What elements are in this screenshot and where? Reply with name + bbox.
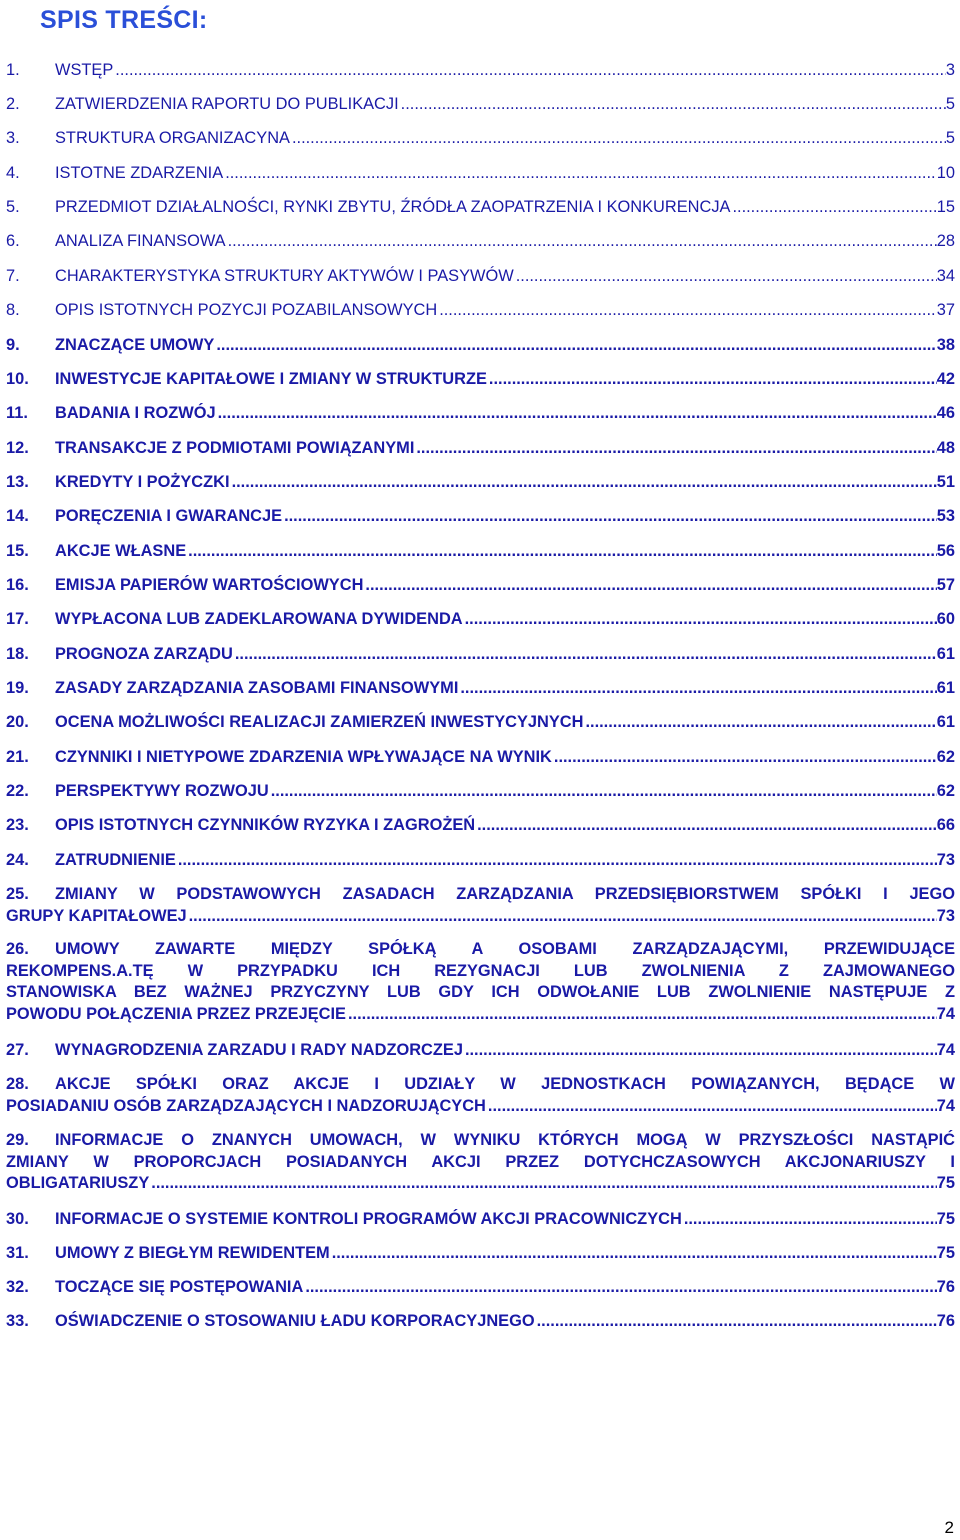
toc-entry[interactable] <box>6 472 955 494</box>
page-number: 2 <box>944 1518 954 1537</box>
toc-entry-page: 75 <box>936 1174 955 1192</box>
toc-entry-number: 20. <box>6 713 29 731</box>
toc-entry[interactable] <box>6 94 955 116</box>
toc-entry-label: PORĘCZENIA I GWARANCJE <box>55 507 283 525</box>
toc-entry[interactable] <box>6 369 955 391</box>
toc-entry-page: 73 <box>936 906 955 925</box>
toc-leader-dots <box>488 1096 937 1118</box>
toc-entry-number: 11. <box>6 404 28 422</box>
toc-entry-page: 62 <box>936 782 955 800</box>
toc-leader-dots <box>489 369 937 391</box>
toc-leader-dots <box>188 541 937 563</box>
toc-entry[interactable] <box>6 335 955 357</box>
toc-entry-page: 73 <box>936 851 955 869</box>
toc-leader-dots <box>235 644 937 666</box>
toc-entry-number: 15. <box>6 542 29 560</box>
toc-leader-dots <box>416 438 936 460</box>
toc-leader-dots <box>292 128 946 150</box>
toc-entry[interactable] <box>6 850 955 872</box>
toc-entry-label: INWESTYCJE KAPITAŁOWE I ZMIANY W STRUKTURZE <box>55 370 487 388</box>
toc-entry[interactable] <box>6 506 955 528</box>
toc-entry-number: 28. <box>6 1075 29 1093</box>
toc-entry-number: 4. <box>6 164 20 182</box>
toc-entry-label: WYNAGRODZENIA ZARZADU I RADY NADZORCZEJ <box>55 1041 463 1059</box>
toc-entry-page: 75 <box>936 1210 955 1228</box>
toc-entry-number: 33. <box>6 1312 29 1330</box>
toc-entry-number: 8. <box>6 301 20 319</box>
toc-entry-label-line: STANOWISKA BEZ WAŻNEJ PRZYCZYNY LUB GDY ICH ODWOŁANIE LUB ZWOLNIENIE NASTĘPUJE Z <box>6 983 955 1001</box>
toc-leader-dots <box>516 266 937 288</box>
toc-entry-number: 32. <box>6 1278 29 1296</box>
toc-entry-label: ZATWIERDZENIA RAPORTU DO PUBLIKACJI <box>55 95 399 113</box>
toc-entry-page: 34 <box>936 267 955 285</box>
toc-entry[interactable] <box>6 815 955 837</box>
toc-entry-number: 29. <box>6 1131 29 1149</box>
toc-leader-dots <box>477 815 937 837</box>
toc-entry[interactable] <box>6 1209 955 1231</box>
toc-entry-page: 66 <box>936 816 955 834</box>
toc-entry[interactable] <box>6 403 955 425</box>
toc-entry-page: 74 <box>936 1096 955 1115</box>
toc-entry-number: 23. <box>6 816 29 834</box>
toc-leader-dots <box>537 1311 937 1333</box>
toc-leader-dots <box>332 1243 937 1265</box>
toc-leader-dots <box>225 163 937 185</box>
toc-entry-label: INFORMACJE O SYSTEMIE KONTROLI PROGRAMÓW AKCJI PRACOWNICZYCH <box>55 1210 682 1228</box>
toc-entry-label-line: INFORMACJE O ZNANYCH UMOWACH, W WYNIKU KTÓRYCH MOGĄ W PRZYSZŁOŚCI NASTĄPIĆ <box>55 1131 955 1149</box>
toc-entry-number: 13. <box>6 473 29 491</box>
toc-entry[interactable] <box>6 197 955 219</box>
toc-entry-label: CZYNNIKI I NIETYPOWE ZDARZENIA WPŁYWAJĄCE NA WYNIK <box>55 748 552 766</box>
toc-entry-page: 61 <box>936 713 955 731</box>
toc-entry-label: OCENA MOŻLIWOŚCI REALIZACJI ZAMIERZEŃ INWESTYCYJNYCH <box>55 713 584 731</box>
toc-entry-label: AKCJE WŁASNE <box>55 542 187 560</box>
toc-leader-dots <box>228 231 937 253</box>
toc-entry-label: ZNACZĄCE UMOWY <box>55 336 215 354</box>
toc-entry-number: 26. <box>6 940 29 958</box>
toc-leader-dots <box>732 197 936 219</box>
toc-leader-dots <box>465 1040 937 1062</box>
toc-entry[interactable] <box>6 266 955 288</box>
toc-entry-page: 51 <box>936 473 955 491</box>
toc-leader-dots <box>284 506 937 528</box>
toc-leader-dots <box>554 747 937 769</box>
toc-entry-number: 30. <box>6 1210 29 1228</box>
toc-entry-number: 2. <box>6 95 20 113</box>
toc-entry-number: 6. <box>6 232 20 250</box>
toc-entry-page: 56 <box>936 542 955 560</box>
toc-entry[interactable] <box>6 575 955 597</box>
toc-entry[interactable] <box>6 678 955 700</box>
toc-entry-label-line: ZMIANY W PODSTAWOWYCH ZASADACH ZARZĄDZANIA PRZEDSIĘBIORSTWEM SPÓŁKI I JEGO <box>55 885 955 903</box>
toc-entry[interactable] <box>6 300 955 322</box>
toc-entry-label-line: ZMIANY W PROPORCJACH POSIADANYCH AKCJI PRZEZ DOTYCHCZASOWYCH AKCJONARIUSZY I <box>6 1152 955 1171</box>
toc-entry[interactable] <box>6 1040 955 1062</box>
toc-entry-page: 42 <box>936 370 955 388</box>
toc-entry-label: ISTOTNE ZDARZENIA <box>55 164 224 182</box>
toc-entry[interactable] <box>6 712 955 734</box>
toc-entry-page: 53 <box>936 507 955 525</box>
toc-leader-dots <box>460 678 936 700</box>
toc-leader-dots <box>401 94 946 116</box>
toc-entry-label: WSTĘP <box>55 61 114 79</box>
toc-entry-number: 14. <box>6 507 29 525</box>
toc-entry[interactable] <box>6 747 955 769</box>
toc-entry-page: 28 <box>936 232 955 250</box>
toc-entry[interactable] <box>6 1074 955 1117</box>
toc-entry-page: 5 <box>945 129 955 147</box>
toc-entry-number: 5. <box>6 198 20 216</box>
toc-entry-number: 12. <box>6 439 29 457</box>
toc-entry[interactable] <box>6 781 955 803</box>
toc-entry-label: BADANIA I ROZWÓJ <box>55 404 216 422</box>
toc-entry-number: 25. <box>6 885 29 903</box>
toc-entry[interactable] <box>6 609 955 631</box>
toc-entry[interactable] <box>6 1277 955 1299</box>
toc-entry-page: 74 <box>936 1004 955 1023</box>
toc-entry-page: 61 <box>936 679 955 697</box>
toc-entry-label: TRANSAKCJE Z PODMIOTAMI POWIĄZANYMI <box>55 439 415 457</box>
toc-entry[interactable] <box>6 1311 955 1333</box>
toc-entry-number: 31. <box>6 1244 29 1262</box>
toc-entry[interactable] <box>6 60 955 82</box>
toc-leader-dots <box>439 300 937 322</box>
toc-entry-label: ANALIZA FINANSOWA <box>55 232 226 250</box>
toc-entry-number: 18. <box>6 645 29 663</box>
toc-entry-number: 27. <box>6 1041 29 1059</box>
toc-entry-label: WYPŁACONA LUB ZADEKLAROWANA DYWIDENDA <box>55 610 463 628</box>
toc-leader-dots <box>151 1173 937 1195</box>
toc-entry-label: OŚWIADCZENIE O STOSOWANIU ŁADU KORPORACYJNEGO <box>55 1312 535 1330</box>
toc-entry-number: 1. <box>6 61 20 79</box>
toc-entry-label: PRZEDMIOT DZIAŁALNOŚCI, RYNKI ZBYTU, ŹRÓDŁA ZAOPATRZENIA I KONKURENCJA <box>55 198 731 216</box>
toc-entry[interactable] <box>6 884 955 927</box>
toc-entry-number: 3. <box>6 129 20 147</box>
toc-entry-label: ZATRUDNIENIE <box>55 851 176 869</box>
toc-entry-label: EMISJA PAPIERÓW WARTOŚCIOWYCH <box>55 576 364 594</box>
toc-entry-label-line: GRUPY KAPITAŁOWEJ <box>6 906 187 925</box>
toc-leader-dots <box>348 1004 937 1026</box>
toc-entry-page: 62 <box>936 748 955 766</box>
toc-entry-label: PROGNOZA ZARZĄDU <box>55 645 233 663</box>
toc-leader-dots <box>178 850 937 872</box>
toc-entry-number: 16. <box>6 576 29 594</box>
toc-leader-dots <box>271 781 937 803</box>
toc-leader-dots <box>189 906 937 928</box>
toc-entry[interactable] <box>6 1130 955 1195</box>
toc-entry-label: OPIS ISTOTNYCH POZYCJI POZABILANSOWYCH <box>55 301 438 319</box>
toc-entry-page: 74 <box>936 1041 955 1059</box>
toc-entry-page: 76 <box>936 1278 955 1296</box>
toc-entry[interactable] <box>6 1243 955 1265</box>
toc-entry[interactable] <box>6 128 955 150</box>
toc-entry-page: 10 <box>936 164 955 182</box>
toc-leader-dots <box>365 575 936 597</box>
toc-entry[interactable] <box>6 163 955 185</box>
toc-entry-page: 5 <box>945 95 955 113</box>
toc-entry[interactable] <box>6 939 955 1025</box>
toc-entry-label: OPIS ISTOTNYCH CZYNNIKÓW RYZYKA I ZAGROŻEŃ <box>55 816 476 834</box>
toc-entry-label: TOCZĄCE SIĘ POSTĘPOWANIA <box>55 1278 304 1296</box>
toc-leader-dots <box>684 1209 937 1231</box>
toc-entry[interactable] <box>6 231 955 253</box>
toc-entry-page: 48 <box>936 439 955 457</box>
toc-entry-page: 61 <box>936 645 955 663</box>
toc-entry-page: 38 <box>936 336 955 354</box>
toc-leader-dots <box>115 60 946 82</box>
toc-entry-number: 21. <box>6 748 29 766</box>
toc-entry[interactable] <box>6 644 955 666</box>
toc-entry-page: 15 <box>936 198 955 216</box>
toc-leader-dots <box>232 472 937 494</box>
toc-entry-page: 75 <box>936 1244 955 1262</box>
toc-entry-label-line: POSIADANIU OSÓB ZARZĄDZAJĄCYCH I NADZORUJĄCYCH <box>6 1096 486 1115</box>
toc-entry-label: KREDYTY I POŻYCZKI <box>55 473 230 491</box>
toc-entry-label-line: UMOWY ZAWARTE MIĘDZY SPÓŁKĄ A OSOBAMI ZARZĄDZAJĄCYMI, PRZEWIDUJĄCE <box>55 940 955 958</box>
toc-entry-page: 3 <box>945 61 955 79</box>
toc-leader-dots <box>218 403 937 425</box>
toc-entry-label: UMOWY Z BIEGŁYM REWIDENTEM <box>55 1244 330 1262</box>
toc-entry[interactable] <box>6 541 955 563</box>
toc-entry-number: 10. <box>6 370 29 388</box>
toc-entry-page: 37 <box>936 301 955 319</box>
toc-entry-label-line: OBLIGATARIUSZY <box>6 1174 150 1192</box>
toc-leader-dots <box>585 712 936 734</box>
toc-entry-label-line: AKCJE SPÓŁKI ORAZ AKCJE I UDZIAŁY W JEDNOSTKACH POWIĄZANYCH, BĘDĄCE W <box>55 1075 955 1093</box>
toc-entry-page: 46 <box>936 404 955 422</box>
toc-entry-number: 24. <box>6 851 29 869</box>
toc-entry-page: 60 <box>936 610 955 628</box>
toc-entry-page: 57 <box>936 576 955 594</box>
toc-entry-label: ZASADY ZARZĄDZANIA ZASOBAMI FINANSOWYMI <box>55 679 459 697</box>
toc-entry-number: 9. <box>6 336 20 354</box>
toc-entry-label: STRUKTURA ORGANIZACYNA <box>55 129 290 147</box>
toc-entry-page: 76 <box>936 1312 955 1330</box>
toc-entry-number: 7. <box>6 267 20 285</box>
toc-entry-label: CHARAKTERYSTYKA STRUKTURY AKTYWÓW I PASYWÓW <box>55 267 514 285</box>
toc-entry-label-line: REKOMPENS.A.TĘ W PRZYPADKU ICH REZYGNACJI LUB ZWOLNIENIA Z ZAJMOWANEGO <box>6 961 955 980</box>
toc-entry-number: 17. <box>6 610 29 628</box>
toc-entry[interactable] <box>6 438 955 460</box>
page-title: SPIS TREŚCI: <box>40 6 208 34</box>
toc-entry-number: 22. <box>6 782 29 800</box>
toc-entry-label-line: POWODU POŁĄCZENIA PRZEZ PRZEJĘCIE <box>6 1004 346 1023</box>
toc-leader-dots <box>216 335 936 357</box>
toc-entry-number: 19. <box>6 679 29 697</box>
toc-entry-label: PERSPEKTYWY ROZWOJU <box>55 782 269 800</box>
toc-leader-dots <box>305 1277 936 1299</box>
toc-leader-dots <box>465 609 937 631</box>
